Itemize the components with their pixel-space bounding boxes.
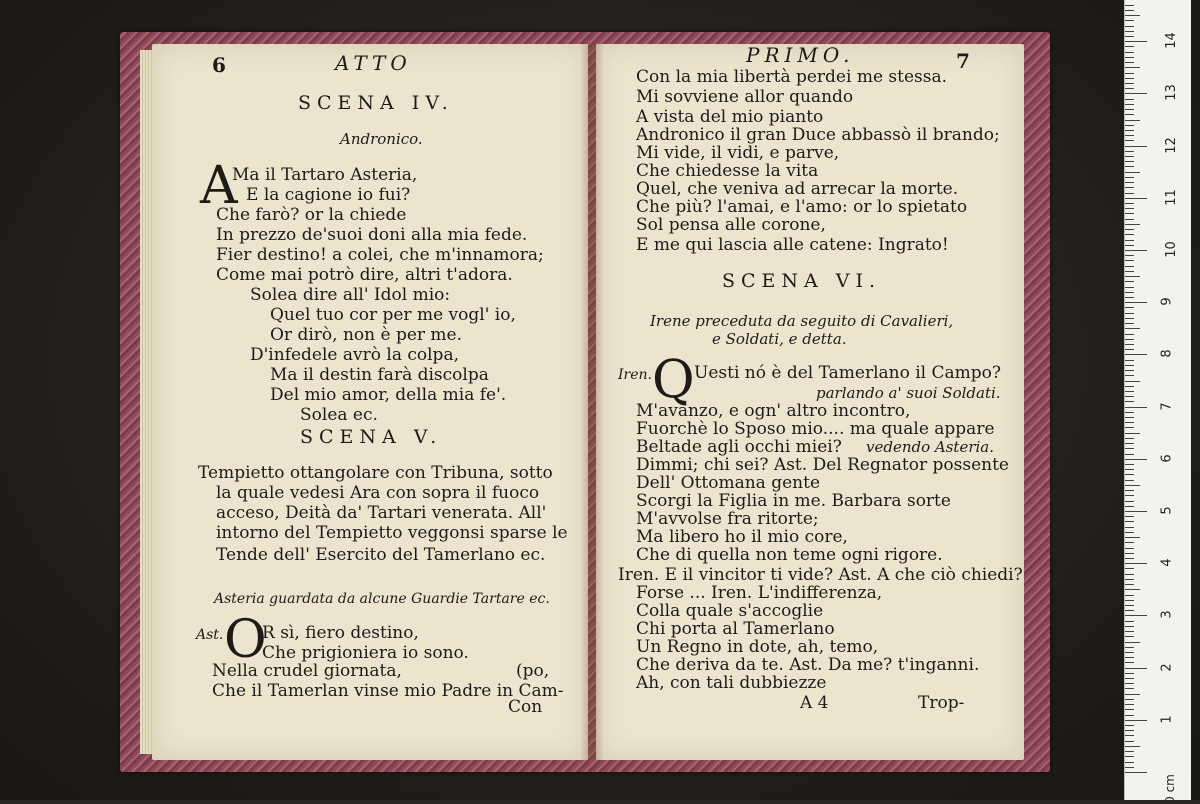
scene-heading: SCENA IV. xyxy=(298,92,454,114)
ruler-tick xyxy=(1125,365,1134,366)
drop-cap: Q xyxy=(652,350,695,410)
ruler-tick xyxy=(1125,62,1134,63)
ruler-tick xyxy=(1125,26,1134,27)
ruler-tick xyxy=(1125,229,1134,230)
ruler-tick xyxy=(1125,203,1134,204)
ruler-tick xyxy=(1125,182,1134,183)
verse-line: Colla quale s'accoglie xyxy=(636,601,824,621)
ruler-tick xyxy=(1125,741,1134,742)
verse-line: Scorgi la Figlia in me. Barbara sorte xyxy=(636,491,951,511)
ruler-tick xyxy=(1125,396,1134,397)
verse-line: Ah, con tali dubbiezze xyxy=(636,673,827,693)
ruler-tick xyxy=(1125,109,1134,110)
ruler-tick xyxy=(1125,297,1134,298)
ruler-tick xyxy=(1125,339,1134,340)
ruler-tick xyxy=(1125,485,1140,486)
ruler-tick xyxy=(1125,756,1134,757)
ruler-tick xyxy=(1125,302,1147,303)
ruler-tick xyxy=(1125,412,1134,413)
page-number: 7 xyxy=(956,49,970,73)
ruler-tick xyxy=(1125,375,1134,376)
ruler-tick xyxy=(1125,313,1134,314)
ruler-tick xyxy=(1125,725,1134,726)
ruler-tick xyxy=(1125,459,1147,460)
ruler-tick xyxy=(1125,292,1134,293)
verse-line: Con la mia libertà perdei me stessa. xyxy=(636,67,948,87)
verse-line: Fuorchè lo Sposo mio.... ma quale appare xyxy=(636,419,995,439)
verse-line: In prezzo de'suoi doni alla mia fede. xyxy=(216,225,528,245)
ruler-tick xyxy=(1125,527,1134,528)
verse-line: Chi porta al Tamerlano xyxy=(636,619,835,639)
ruler-tick xyxy=(1125,328,1140,329)
ruler-tick xyxy=(1125,193,1134,194)
verse-line: Mi sovviene allor quando xyxy=(636,87,854,107)
ruler-label: 11 xyxy=(1163,189,1179,206)
ruler-tick xyxy=(1125,762,1134,763)
ruler-tick xyxy=(1125,636,1134,637)
ruler-tick xyxy=(1125,120,1140,121)
verse-line: Mi vide, il vidi, e parve, xyxy=(636,143,840,163)
ruler-tick xyxy=(1125,610,1134,611)
ruler-tick xyxy=(1125,401,1134,402)
ruler-tick xyxy=(1125,563,1147,564)
ruler-tick xyxy=(1125,287,1134,288)
verse-line: Ma il destin farà discolpa xyxy=(270,365,489,385)
ruler-tick xyxy=(1125,349,1134,350)
ruler-tick xyxy=(1125,140,1134,141)
aside: vedendo Asteria. xyxy=(866,438,995,456)
verse-line: Come mai potrò dire, altri t'adora. xyxy=(216,265,513,285)
verse-line: A vista del mio pianto xyxy=(636,107,824,127)
verse-line: Che il Tamerlan vinse mio Padre in Cam- xyxy=(212,681,564,701)
ruler-tick xyxy=(1125,78,1134,79)
ruler-tick xyxy=(1125,683,1134,684)
verse-line: Sol pensa alle corone, xyxy=(636,215,826,235)
verse-line: Solea ec. xyxy=(300,405,378,425)
verse-line: R sì, fiero destino, xyxy=(262,623,419,643)
ruler-tick xyxy=(1125,469,1134,470)
ruler-tick xyxy=(1125,668,1147,669)
ruler-tick xyxy=(1125,474,1134,475)
ruler-tick xyxy=(1125,151,1134,152)
ruler-unit: 0 cm xyxy=(1162,774,1177,804)
ruler-tick xyxy=(1125,208,1134,209)
ruler-tick xyxy=(1125,46,1134,47)
ruler-tick xyxy=(1125,626,1134,627)
ruler-label: 14 xyxy=(1163,32,1179,49)
ruler-tick xyxy=(1125,219,1134,220)
ruler-tick xyxy=(1125,323,1134,324)
ruler-tick xyxy=(1125,615,1147,616)
ruler-tick xyxy=(1125,10,1134,11)
verse-line: Dell' Ottomana gente xyxy=(636,473,821,493)
ruler-tick xyxy=(1125,490,1134,491)
ruler-tick xyxy=(1125,537,1140,538)
ruler-tick xyxy=(1125,240,1134,241)
ruler-tick xyxy=(1125,605,1134,606)
ruler-tick xyxy=(1125,224,1140,225)
ruler-tick xyxy=(1125,187,1134,188)
verse-line: Ma libero ho il mio core, xyxy=(636,527,848,547)
ruler-label: 12 xyxy=(1163,136,1179,154)
verse-line: Or dirò, non è per me. xyxy=(270,325,463,345)
verse-line: Che chiedesse la vita xyxy=(636,161,819,181)
ruler-tick xyxy=(1125,255,1134,256)
verse-line: Un Regno in dote, ah, temo, xyxy=(636,637,879,657)
ruler-tick xyxy=(1125,652,1134,653)
ruler-tick xyxy=(1125,198,1147,199)
ruler-tick xyxy=(1125,234,1134,235)
ruler-label: 3 xyxy=(1159,610,1175,620)
verse-line: Che prigioniera io sono. xyxy=(262,643,469,663)
ruler-tick xyxy=(1125,704,1134,705)
ruler-tick xyxy=(1125,260,1134,261)
stage-setting-line: Tempietto ottangolare con Tribuna, sotto xyxy=(198,463,553,483)
verse-line: Uesti nó è del Tamerlano il Campo? xyxy=(694,363,1002,383)
ruler-tick xyxy=(1125,31,1134,32)
page-number: 6 xyxy=(212,53,226,77)
ruler-tick xyxy=(1125,281,1134,282)
ruler-tick xyxy=(1125,438,1134,439)
stage-setting-line: acceso, Deità da' Tartari venerata. All' xyxy=(216,503,547,523)
ruler-tick xyxy=(1125,114,1134,115)
ruler-tick xyxy=(1125,213,1134,214)
ruler-tick xyxy=(1125,354,1147,355)
verse-line: Che farò? or la chiede xyxy=(216,205,407,225)
ruler-tick xyxy=(1125,391,1134,392)
ruler-tick xyxy=(1125,495,1134,496)
ruler-label: 10 xyxy=(1163,241,1179,258)
stage-setting-line: la quale vedesi Ara con sopra il fuoco xyxy=(216,483,540,503)
ruler-label: 9 xyxy=(1159,297,1175,306)
speaker-tag: Ast. xyxy=(196,627,224,643)
ruler-tick xyxy=(1125,334,1134,335)
verse-line: Che deriva da te. Ast. Da me? t'inganni. xyxy=(636,655,980,675)
hyphen-carry: (po, xyxy=(516,661,550,681)
ruler-tick xyxy=(1125,694,1140,695)
running-head: PRIMO. xyxy=(746,43,855,67)
ruler-tick xyxy=(1125,177,1134,178)
ruler-tick xyxy=(1125,548,1134,549)
verse-line: Quel tuo cor per me vogl' io, xyxy=(270,305,516,325)
verse-line: E me qui lascia alle catene: Ingrato! xyxy=(636,235,949,255)
ruler-tick xyxy=(1125,631,1134,632)
ruler-tick xyxy=(1125,15,1140,16)
ruler-tick xyxy=(1125,99,1134,100)
ruler-tick xyxy=(1125,657,1134,658)
ruler-label: 8 xyxy=(1159,349,1175,359)
ruler-tick xyxy=(1125,751,1134,752)
ruler-tick xyxy=(1125,135,1134,136)
verse-line: Fier destino! a colei, che m'innamora; xyxy=(216,245,544,265)
ruler-tick xyxy=(1125,642,1140,643)
ruler-tick xyxy=(1125,454,1134,455)
ruler-tick xyxy=(1125,52,1134,53)
verse-line: Dimmi; chi sei? Ast. Del Regnator possente xyxy=(636,455,1009,475)
ruler-tick xyxy=(1125,245,1134,246)
ruler-tick xyxy=(1125,448,1134,449)
ruler-tick xyxy=(1125,93,1147,94)
ruler-tick xyxy=(1125,130,1134,131)
ruler-label: 2 xyxy=(1159,662,1175,672)
ruler-tick xyxy=(1125,574,1134,575)
ruler-tick xyxy=(1125,266,1134,267)
ruler-tick xyxy=(1125,104,1134,105)
signature-mark: A 4 xyxy=(800,693,829,713)
ruler-label: 5 xyxy=(1159,506,1175,515)
ruler-tick xyxy=(1125,568,1134,569)
ruler-label: 6 xyxy=(1159,454,1175,463)
ruler-tick xyxy=(1125,553,1134,554)
ruler-tick xyxy=(1125,307,1134,308)
ruler-tick xyxy=(1125,271,1134,272)
ruler-tick xyxy=(1125,542,1134,543)
scene-heading: SCENA V. xyxy=(300,426,443,448)
ruler-tick xyxy=(1125,589,1140,590)
ruler-tick xyxy=(1125,156,1134,157)
verse-line: Nella crudel giornata, xyxy=(212,661,402,681)
ruler-tick xyxy=(1125,699,1134,700)
ruler-tick xyxy=(1125,709,1134,710)
verse-line: Del mio amor, della mia fe'. xyxy=(270,385,507,405)
verse-line: E la cagione io fui? xyxy=(246,185,411,205)
speaker-tag: Iren. xyxy=(618,367,652,383)
ruler-tick xyxy=(1125,521,1134,522)
verse-line: Forse ... Iren. L'indifferenza, xyxy=(636,583,883,603)
verse-line: Che di quella non teme ogni rigore. xyxy=(636,545,943,565)
stage-setting-line: intorno del Tempietto veggonsi sparse le xyxy=(216,523,568,543)
verse-line: Andronico il gran Duce abbassò il brando; xyxy=(636,125,1000,145)
book-gutter xyxy=(580,44,604,760)
catchword: Trop- xyxy=(918,693,965,713)
ruler-tick xyxy=(1125,579,1134,580)
ruler-tick xyxy=(1125,767,1134,768)
ruler-tick xyxy=(1125,516,1134,517)
ruler-tick xyxy=(1125,600,1134,601)
verse-line: M'avanzo, e ogn' altro incontro, xyxy=(636,401,911,421)
ruler-tick xyxy=(1125,532,1134,533)
ruler-tick xyxy=(1125,735,1134,736)
measurement-ruler xyxy=(1124,0,1191,804)
ruler-tick xyxy=(1125,370,1134,371)
ruler-tick xyxy=(1125,772,1147,773)
stage-direction: e Soldati, e detta. xyxy=(712,330,847,348)
ruler-tick xyxy=(1125,73,1134,74)
catchword: Con xyxy=(508,697,543,717)
ruler-tick xyxy=(1125,417,1134,418)
ruler-tick xyxy=(1125,506,1134,507)
ruler-tick xyxy=(1125,673,1134,674)
ruler-tick xyxy=(1125,5,1134,6)
ruler-tick xyxy=(1125,386,1134,387)
ruler-tick xyxy=(1125,433,1140,434)
ruler-tick xyxy=(1125,36,1134,37)
ruler-tick xyxy=(1125,720,1147,721)
ruler-tick xyxy=(1125,381,1140,382)
drop-cap: A xyxy=(200,156,238,216)
ruler-tick xyxy=(1125,422,1134,423)
verse-line: Che più? l'amai, e l'amo: or lo spietato xyxy=(636,197,968,217)
ruler-tick xyxy=(1125,427,1134,428)
ruler-tick xyxy=(1125,88,1134,89)
ruler-tick xyxy=(1125,67,1140,68)
speaker-name: Andronico. xyxy=(340,130,423,148)
ruler-tick xyxy=(1125,83,1134,84)
stage-setting-line: Tende dell' Esercito del Tamerlano ec. xyxy=(216,545,546,565)
ruler-tick xyxy=(1125,464,1134,465)
ruler-label: 13 xyxy=(1163,84,1179,102)
ruler-tick xyxy=(1125,688,1134,689)
ruler-tick xyxy=(1125,511,1147,512)
drop-cap: O xyxy=(224,610,267,670)
ruler-tick xyxy=(1125,344,1134,345)
ruler-tick xyxy=(1125,595,1134,596)
ruler-label: 7 xyxy=(1159,401,1175,411)
ruler-tick xyxy=(1125,360,1134,361)
stage-direction: Irene preceduta da seguito di Cavalieri, xyxy=(650,312,954,330)
ruler-tick xyxy=(1125,584,1134,585)
ruler-tick xyxy=(1125,276,1140,277)
ruler-tick xyxy=(1125,125,1134,126)
ruler-tick xyxy=(1125,443,1134,444)
ruler-tick xyxy=(1125,407,1147,408)
verse-line: Iren. E il vincitor ti vide? Ast. A che ciò chiedi? xyxy=(618,565,1023,585)
ruler-label: 4 xyxy=(1159,558,1175,567)
ruler-tick xyxy=(1125,250,1147,251)
ruler-tick xyxy=(1125,20,1134,21)
aside: parlando a' suoi Soldati. xyxy=(816,384,1001,402)
ruler-tick xyxy=(1125,172,1140,173)
verse-line: Solea dire all' Idol mio: xyxy=(250,285,451,305)
ruler-tick xyxy=(1125,41,1147,42)
ruler-tick xyxy=(1125,318,1134,319)
ruler-tick xyxy=(1125,146,1147,147)
ruler-tick xyxy=(1125,662,1134,663)
ruler-tick xyxy=(1125,166,1134,167)
verse-line: D'infedele avrò la colpa, xyxy=(250,345,459,365)
ruler-tick xyxy=(1125,501,1134,502)
ruler-tick xyxy=(1125,480,1134,481)
verse-line: Ma il Tartaro Asteria, xyxy=(232,165,418,185)
ruler-label: 1 xyxy=(1159,715,1175,724)
stage-direction: Asteria guardata da alcune Guardie Tartare ec. xyxy=(214,591,550,607)
ruler-tick xyxy=(1125,746,1140,747)
ruler-tick xyxy=(1125,621,1134,622)
ruler-tick xyxy=(1125,57,1134,58)
running-head: ATTO xyxy=(335,51,412,75)
ruler-tick xyxy=(1125,715,1134,716)
ruler-tick xyxy=(1125,678,1134,679)
ruler-tick xyxy=(1125,647,1134,648)
ruler-tick xyxy=(1125,161,1134,162)
verse-line: M'avvolse fra ritorte; xyxy=(636,509,819,529)
verse-line: Beltade agli occhi miei? xyxy=(636,437,842,457)
ruler-tick xyxy=(1125,558,1134,559)
scene-heading: SCENA VI. xyxy=(722,270,882,292)
ruler-tick xyxy=(1125,730,1134,731)
verse-line: Quel, che veniva ad arrecar la morte. xyxy=(636,179,959,199)
